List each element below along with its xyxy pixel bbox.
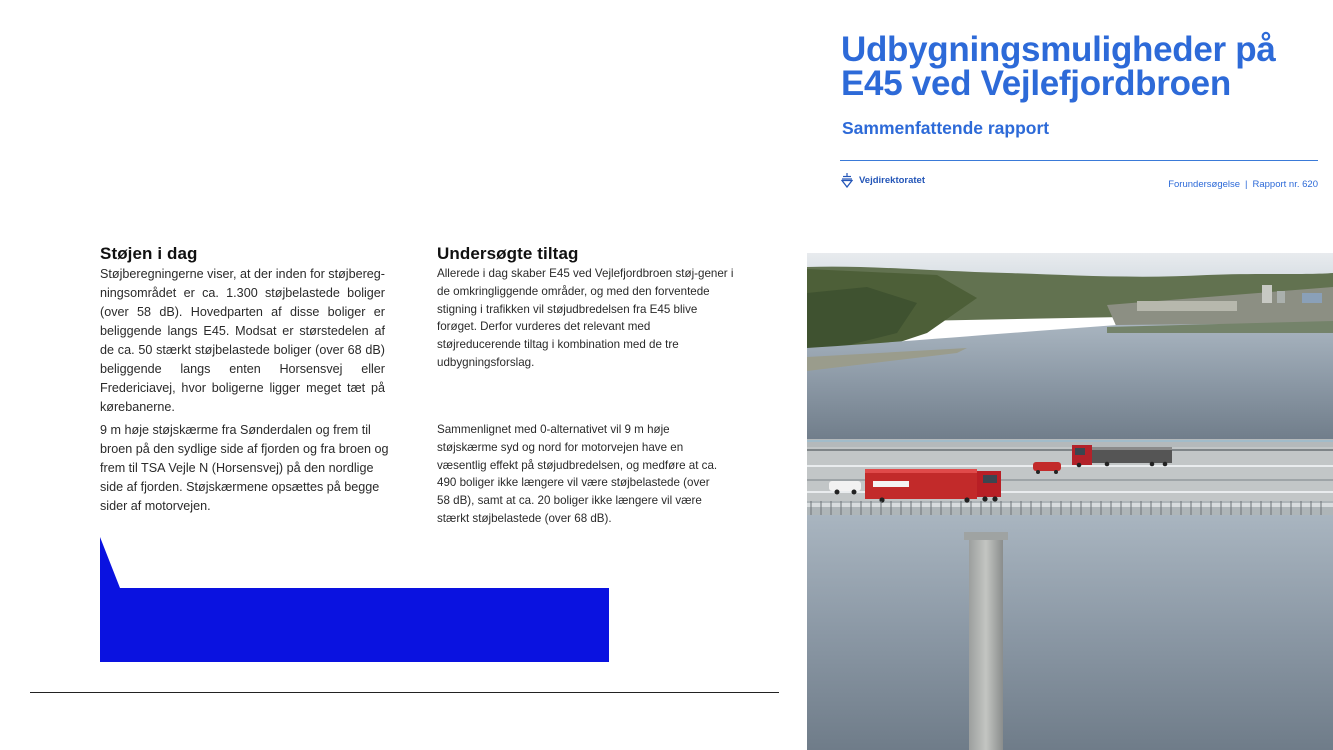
page-divider — [30, 692, 779, 693]
section-stoejen-i-dag — [100, 244, 385, 417]
blue-highlight-shape — [100, 537, 610, 663]
brand — [841, 173, 925, 188]
cover-rule — [840, 160, 1318, 161]
paragraph-sammenlignet: Sammenlignet med 0-alternativet vil 9 m høje støjskærme syd og nord for motorvejen have en væsentlig effekt på støjudbredelsen, og medføre at ca. 490 boliger ikke længere vil være støjbelastede (over 58 dB), samt at ca. 20 boliger ikke længere vil være stærkt støjbelastede (over 68 dB). — [437, 423, 718, 525]
paragraph-stoejskaerme: 9 m høje støjskærme fra Sønderdalen og frem til broen på den sydlige side af fjorden og fra broen og frem til TSA Vejle N (Horsensvej) på den nordlige side af fjorden. Støjskærmene opsættes på begge sider af motorvejen. — [100, 423, 389, 513]
brand-name: Vejdirektoratet — [859, 175, 925, 186]
report-meta: Forundersøgelse | Rapport nr. 620 — [1168, 179, 1318, 190]
section-paragraph: Allerede i dag skaber E45 ved Vejlefjordbroen støj-gener i de omkringliggende områder, og med den forventede stigning i trafikken vil støjudbredelsen fra E45 blive forøget. Derfor vurderes det relevant med støjreducerende tiltag i kombination med de tre udbygningsforslag. — [437, 267, 734, 369]
section-heading: Støjen i dag — [100, 244, 198, 263]
cover-title: Udbygningsmuligheder på E45 ved Vejlefjordbroen — [841, 30, 1276, 103]
report-number: Rapport nr. 620 — [1252, 179, 1318, 190]
section-undersoegte-tiltag — [437, 244, 737, 372]
section-heading: Undersøgte tiltag — [437, 244, 579, 263]
cover-subtitle: Sammenfattende rapport — [842, 118, 1050, 138]
report-type: Forundersøgelse — [1168, 179, 1241, 190]
section-paragraph: Støjberegningerne viser, at der inden for støjbereg-ningsområdet er ca. 1.300 støjbelastede boliger (over 58 dB). Hovedparten af disse boliger er beliggende langs E45. Modsat er størstedelen af de ca. 50 stærkt støjbelastede boliger (over 68 dB) beliggende langs enten Horsensvej eller Fredericiavej, hvor boligerne ligger meget tæt på kørebanerne. — [100, 267, 385, 414]
bridge-photo — [807, 253, 1333, 750]
vejdirektoratet-logo-icon — [841, 173, 853, 188]
